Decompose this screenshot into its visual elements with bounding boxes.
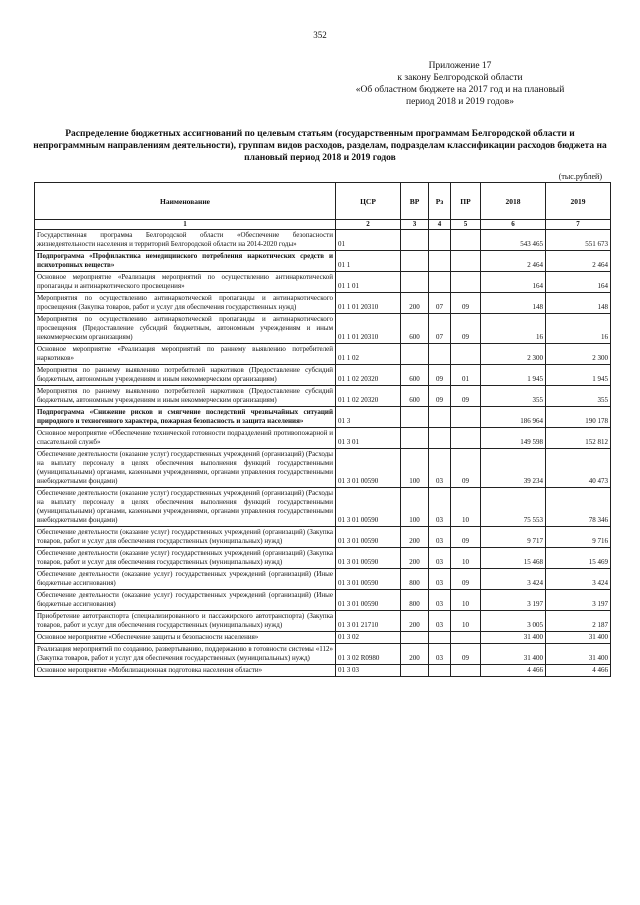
cell-pr	[451, 272, 481, 293]
appendix-line: «Об областном бюджете на 2017 год и на плановый	[355, 85, 565, 95]
table-row	[35, 365, 611, 386]
column-number: 2	[336, 220, 401, 230]
cell-vr: 800	[401, 590, 429, 611]
table-row	[35, 251, 611, 272]
cell-name: Основное мероприятие «Обеспечение технической готовности подразделений противопожарной и спасательной служб»	[35, 428, 336, 449]
unit-label: (тыс.рублей)	[558, 172, 602, 181]
cell-vr: 600	[401, 365, 429, 386]
document-title: Распределение бюджетных ассигнований по целевым статьям (государственным программам Белгородской области и непрограммным направлениям деятельности), группам видов расходов, разделам, подразделам классификации расходов бюджета на плановый период 2018 и 2019 годов	[33, 129, 607, 163]
cell-2019: 9 716	[546, 527, 611, 548]
cell-name: Мероприятия по раннему выявлению потребителей наркотиков (Предоставление субсидий бюджетным, автономным учреждениям и иным некоммерческим организациям)	[35, 365, 336, 386]
cell-rz: 03	[429, 527, 451, 548]
cell-2018: 15 468	[481, 548, 546, 569]
cell-pr: 09	[451, 569, 481, 590]
cell-name: Обеспечение деятельности (оказание услуг) государственных учреждений (организаций) (Закупка товаров, работ и услуг для обеспечения государственных (муниципальных) нужд)	[35, 548, 336, 569]
cell-csr: 01 3 03	[336, 665, 401, 677]
cell-2019: 40 473	[546, 449, 611, 488]
cell-name: Обеспечение деятельности (оказание услуг) государственных учреждений (организаций) (Расходы на выплату персоналу в целях обеспечения выполнения функций государственными (муниципальными) органами, казенными учреждениями, органами управления государственными внебюджетными фондами)	[35, 488, 336, 527]
cell-2018: 1 945	[481, 365, 546, 386]
cell-name: Мероприятия по осуществлению антинаркотической пропаганды и антинаркотического просвещения (Закупка товаров, работ и услуг для обеспечения государственных нужд)	[35, 293, 336, 314]
cell-csr: 01 1 02	[336, 344, 401, 365]
cell-rz: 07	[429, 314, 451, 344]
cell-csr: 01 1 02 20320	[336, 386, 401, 407]
cell-csr: 01 1 01	[336, 272, 401, 293]
column-header-pr: ПР	[451, 183, 481, 220]
cell-rz: 03	[429, 488, 451, 527]
cell-name: Подпрограмма «Профилактика немедицинского потребления наркотических средств и психотропных веществ»	[35, 251, 336, 272]
cell-name: Мероприятия по осуществлению антинаркотической пропаганды и антинаркотического просвещения (Предоставление субсидий бюджетным, автономным учреждениям и иным некоммерческим организациям)	[35, 314, 336, 344]
table-row	[35, 272, 611, 293]
cell-pr: 09	[451, 644, 481, 665]
cell-pr	[451, 665, 481, 677]
cell-vr	[401, 632, 429, 644]
table-row	[35, 548, 611, 569]
table-row	[35, 569, 611, 590]
cell-2019: 4 466	[546, 665, 611, 677]
cell-name: Основное мероприятие «Реализация мероприятий по осуществлению антинаркотической пропаганды и антинаркотического просвещения»	[35, 272, 336, 293]
cell-rz: 03	[429, 569, 451, 590]
table-row	[35, 632, 611, 644]
cell-pr: 10	[451, 548, 481, 569]
cell-pr: 09	[451, 293, 481, 314]
cell-vr: 200	[401, 293, 429, 314]
cell-vr	[401, 407, 429, 428]
header-row	[35, 183, 611, 220]
cell-name: Основное мероприятие «Реализация мероприятий по раннему выявлению потребителей наркотиков»	[35, 344, 336, 365]
appendix-reference	[335, 60, 585, 108]
cell-pr: 01	[451, 365, 481, 386]
cell-csr: 01 1 02 20320	[336, 365, 401, 386]
cell-2018: 31 400	[481, 644, 546, 665]
table-row	[35, 590, 611, 611]
cell-2018: 149 598	[481, 428, 546, 449]
cell-rz: 09	[429, 365, 451, 386]
table-row	[35, 644, 611, 665]
cell-pr: 09	[451, 449, 481, 488]
cell-csr: 01 3	[336, 407, 401, 428]
cell-name: Обеспечение деятельности (оказание услуг) государственных учреждений (организаций) (Расходы на выплату персоналу в целях обеспечения выполнения функций государственными (муниципальными) органами, казенными учреждениями, органами управления государственными внебюджетными фондами)	[35, 449, 336, 488]
appendix-line: к закону Белгородской области	[397, 73, 523, 83]
cell-name: Обеспечение деятельности (оказание услуг) государственных учреждений (организаций) (Иные бюджетные ассигнования)	[35, 569, 336, 590]
table-row	[35, 527, 611, 548]
budget-table-body	[35, 230, 611, 677]
column-number: 4	[429, 220, 451, 230]
cell-vr	[401, 428, 429, 449]
cell-2018: 75 553	[481, 488, 546, 527]
cell-2019: 3 197	[546, 590, 611, 611]
column-header-vr: ВР	[401, 183, 429, 220]
cell-pr	[451, 407, 481, 428]
column-header-name: Наименование	[35, 183, 336, 220]
cell-2018: 2 464	[481, 251, 546, 272]
cell-csr: 01 3 01 00590	[336, 488, 401, 527]
cell-2018: 2 300	[481, 344, 546, 365]
cell-2019: 164	[546, 272, 611, 293]
column-header-2019: 2019	[546, 183, 611, 220]
cell-pr: 10	[451, 611, 481, 632]
cell-rz: 07	[429, 293, 451, 314]
cell-2018: 543 465	[481, 230, 546, 251]
cell-csr: 01 3 01 00590	[336, 569, 401, 590]
cell-2019: 31 400	[546, 644, 611, 665]
cell-name: Обеспечение деятельности (оказание услуг) государственных учреждений (организаций) (Закупка товаров, работ и услуг для обеспечения государственных (муниципальных) нужд)	[35, 527, 336, 548]
cell-csr: 01 3 01	[336, 428, 401, 449]
cell-2018: 39 234	[481, 449, 546, 488]
column-header-2018: 2018	[481, 183, 546, 220]
column-number: 7	[546, 220, 611, 230]
cell-csr: 01 3 02 R0980	[336, 644, 401, 665]
cell-vr: 100	[401, 449, 429, 488]
cell-2019: 551 673	[546, 230, 611, 251]
cell-vr: 200	[401, 644, 429, 665]
budget-table	[34, 182, 611, 677]
cell-rz	[429, 428, 451, 449]
cell-2019: 190 178	[546, 407, 611, 428]
cell-2018: 3 424	[481, 569, 546, 590]
cell-rz: 03	[429, 644, 451, 665]
table-row	[35, 386, 611, 407]
table-row	[35, 611, 611, 632]
cell-2018: 148	[481, 293, 546, 314]
appendix-line: период 2018 и 2019 годов»	[406, 97, 514, 107]
cell-vr	[401, 251, 429, 272]
cell-rz	[429, 665, 451, 677]
cell-rz	[429, 230, 451, 251]
cell-2018: 9 717	[481, 527, 546, 548]
cell-rz	[429, 632, 451, 644]
cell-csr: 01 1	[336, 251, 401, 272]
cell-rz	[429, 251, 451, 272]
cell-2019: 3 424	[546, 569, 611, 590]
table-row	[35, 314, 611, 344]
cell-csr: 01 3 02	[336, 632, 401, 644]
cell-2018: 31 400	[481, 632, 546, 644]
cell-name: Государственная программа Белгородской области «Обеспечение безопасности жизнедеятельности населения и территорий Белгородской области на 2014-2020 годы»	[35, 230, 336, 251]
column-number: 5	[451, 220, 481, 230]
cell-csr: 01 3 01 21710	[336, 611, 401, 632]
cell-2019: 2 300	[546, 344, 611, 365]
cell-vr	[401, 665, 429, 677]
table-row	[35, 230, 611, 251]
appendix-line: Приложение 17	[428, 61, 492, 71]
cell-pr: 10	[451, 590, 481, 611]
cell-name: Мероприятия по раннему выявлению потребителей наркотиков (Предоставление субсидий бюджетным, автономным учреждениям и иным некоммерческим организациям)	[35, 386, 336, 407]
cell-rz: 03	[429, 449, 451, 488]
cell-2018: 3 197	[481, 590, 546, 611]
cell-vr	[401, 272, 429, 293]
table-row	[35, 428, 611, 449]
cell-2019: 78 346	[546, 488, 611, 527]
table-row	[35, 293, 611, 314]
table-row	[35, 407, 611, 428]
cell-rz: 03	[429, 611, 451, 632]
cell-2018: 16	[481, 314, 546, 344]
cell-2019: 152 812	[546, 428, 611, 449]
cell-pr: 09	[451, 314, 481, 344]
page-number: 352	[313, 30, 327, 40]
cell-2018: 355	[481, 386, 546, 407]
cell-pr	[451, 428, 481, 449]
table-row	[35, 488, 611, 527]
cell-vr: 100	[401, 488, 429, 527]
cell-2019: 148	[546, 293, 611, 314]
cell-name: Приобретение автотранспорта (специализированного и пассажирского автотранспорта) (Закупка товаров, работ и услуг для обеспечения государственных (муниципальных) нужд)	[35, 611, 336, 632]
cell-csr: 01 3 01 00590	[336, 590, 401, 611]
cell-2018: 186 964	[481, 407, 546, 428]
cell-2019: 1 945	[546, 365, 611, 386]
column-number: 6	[481, 220, 546, 230]
column-number-row	[35, 220, 611, 230]
cell-csr: 01 3 01 00590	[336, 548, 401, 569]
column-header-rz: Рз	[429, 183, 451, 220]
cell-rz: 03	[429, 590, 451, 611]
cell-name: Реализация мероприятий по созданию, развертыванию, поддержанию в готовности системы «112» (Закупка товаров, работ и услуг для обеспечения государственных (муниципальных) нужд)	[35, 644, 336, 665]
cell-name: Подпрограмма «Снижение рисков и смягчение последствий чрезвычайных ситуаций природного и техногенного характера, пожарная безопасность и защита населения»	[35, 407, 336, 428]
table-row	[35, 344, 611, 365]
cell-csr: 01 1 01 20310	[336, 293, 401, 314]
cell-rz	[429, 272, 451, 293]
cell-pr: 09	[451, 386, 481, 407]
cell-rz	[429, 407, 451, 428]
table-row	[35, 665, 611, 677]
column-header-csr: ЦСР	[336, 183, 401, 220]
cell-csr: 01	[336, 230, 401, 251]
cell-pr	[451, 251, 481, 272]
cell-2019: 15 469	[546, 548, 611, 569]
cell-rz: 03	[429, 548, 451, 569]
cell-vr: 200	[401, 548, 429, 569]
cell-csr: 01 3 01 00590	[336, 449, 401, 488]
cell-vr: 600	[401, 314, 429, 344]
cell-vr: 800	[401, 569, 429, 590]
cell-csr: 01 3 01 00590	[336, 527, 401, 548]
column-number: 1	[35, 220, 336, 230]
cell-pr: 10	[451, 488, 481, 527]
cell-name: Обеспечение деятельности (оказание услуг) государственных учреждений (организаций) (Иные бюджетные ассигнования)	[35, 590, 336, 611]
cell-2019: 2 464	[546, 251, 611, 272]
table-row	[35, 449, 611, 488]
cell-pr	[451, 632, 481, 644]
cell-2018: 3 005	[481, 611, 546, 632]
cell-2019: 31 400	[546, 632, 611, 644]
cell-pr	[451, 230, 481, 251]
cell-pr	[451, 344, 481, 365]
cell-rz	[429, 344, 451, 365]
column-number: 3	[401, 220, 429, 230]
cell-pr: 09	[451, 527, 481, 548]
cell-csr: 01 1 01 20310	[336, 314, 401, 344]
cell-2019: 355	[546, 386, 611, 407]
cell-rz: 09	[429, 386, 451, 407]
cell-vr: 600	[401, 386, 429, 407]
cell-2019: 16	[546, 314, 611, 344]
cell-name: Основное мероприятие «Мобилизационная подготовка населения области»	[35, 665, 336, 677]
cell-vr	[401, 344, 429, 365]
cell-vr: 200	[401, 527, 429, 548]
cell-2018: 164	[481, 272, 546, 293]
cell-vr	[401, 230, 429, 251]
cell-2018: 4 466	[481, 665, 546, 677]
cell-vr: 200	[401, 611, 429, 632]
cell-2019: 2 187	[546, 611, 611, 632]
cell-name: Основное мероприятие «Обеспечение защиты и безопасности населения»	[35, 632, 336, 644]
